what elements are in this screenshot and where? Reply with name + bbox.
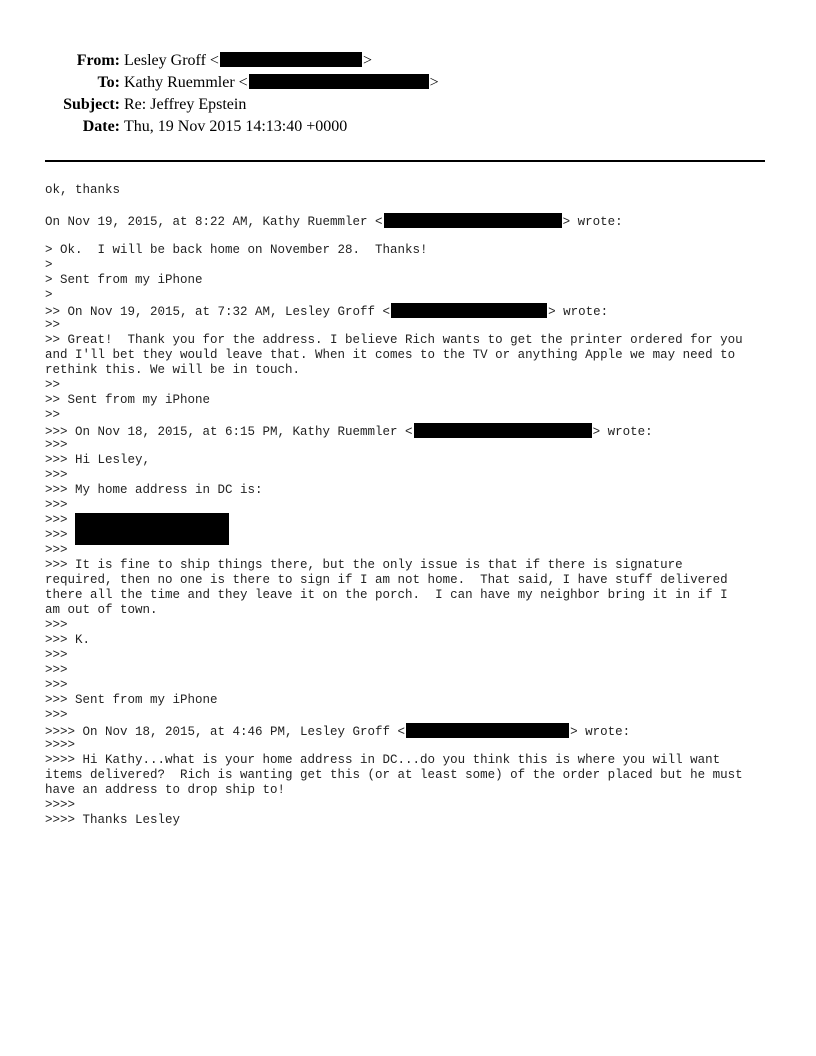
body-line: >>>> <box>45 738 76 752</box>
body-line: >>> Sent from my iPhone <box>45 693 218 707</box>
body-line: required, then no one is there to sign if I am not home. That said, I have stuff delivered <box>45 573 728 587</box>
to-name: Kathy Ruemmler <box>124 74 235 91</box>
from-row <box>0 52 816 74</box>
body-line: >> Sent from my iPhone <box>45 393 211 407</box>
body-line: and I'll bet they would leave that. When it comes to the TV or anything Apple we may need to <box>45 348 736 362</box>
body-line: am out of town. <box>45 603 158 617</box>
body-line: there all the time and they leave it on the porch. I can have my neighbor bring it in if I <box>45 588 728 602</box>
body-line: > Ok. I will be back home on November 28. Thanks! <box>45 243 428 257</box>
body-line: >>>> <box>45 798 76 812</box>
from-email-redaction <box>220 52 362 67</box>
to-label: To: <box>97 74 120 91</box>
body-line: > Sent from my iPhone <box>45 273 203 287</box>
address-line: >>> <box>45 513 780 528</box>
body-line: >>> <box>45 708 68 722</box>
body-line: >>> Hi Lesley, <box>45 453 151 467</box>
body-line <box>45 228 780 243</box>
body-line: >>>> Thanks Lesley <box>45 813 181 827</box>
date-value: Thu, 19 Nov 2015 14:13:40 +0000 <box>124 118 348 135</box>
header-divider <box>45 160 765 162</box>
body-line: >>> <box>45 438 68 452</box>
email-redaction <box>391 303 547 318</box>
body-line: > <box>45 288 53 302</box>
quote-header-line: On Nov 19, 2015, at 8:22 AM, Kathy Ruemmler < > wrote: <box>45 215 623 229</box>
quote-header-line: >>> On Nov 18, 2015, at 6:15 PM, Kathy Ruemmler < > wrote: <box>45 425 653 439</box>
date-label: Date: <box>82 118 120 135</box>
body-line: >>> <box>45 543 68 557</box>
to-email-redaction <box>249 74 429 89</box>
body-line: >>> <box>45 648 68 662</box>
body-line: >> Great! Thank you for the address. I believe Rich wants to get the printer ordered for you <box>45 333 743 347</box>
body-line: rethink this. We will be in touch. <box>45 363 301 377</box>
date-row <box>0 118 816 140</box>
body-line: ok, thanks <box>45 183 121 197</box>
body-line: >>> <box>45 468 68 482</box>
body-line: >>> <box>45 618 68 632</box>
body-line: >>> <box>45 498 68 512</box>
body-line: >>> It is fine to ship things there, but the only issue is that if there is signature <box>45 558 683 572</box>
body-line: > <box>45 258 53 272</box>
body-line: >>> <box>45 678 68 692</box>
subject-value: Re: Jeffrey Epstein <box>124 96 247 113</box>
to-row <box>0 74 816 96</box>
body-line <box>45 198 780 213</box>
quote-header-line: >> On Nov 19, 2015, at 7:32 AM, Lesley Groff < > wrote: <box>45 305 609 319</box>
email-header <box>0 52 816 140</box>
from-label: From: <box>76 52 120 69</box>
email-redaction <box>406 723 569 738</box>
address-line: >>> <box>45 528 68 542</box>
body-line: >>>> Hi Kathy...what is your home address in DC...do you think this is where you will want <box>45 753 721 767</box>
email-redaction <box>414 423 592 438</box>
body-line: >> <box>45 408 61 422</box>
email-body <box>45 183 780 828</box>
body-line: >> <box>45 318 61 332</box>
body-line: >>> K. <box>45 633 91 647</box>
from-name: Lesley Groff <box>124 52 206 69</box>
body-line: have an address to drop ship to! <box>45 783 286 797</box>
quote-header-line: >>>> On Nov 18, 2015, at 4:46 PM, Lesley Groff < > wrote: <box>45 725 631 739</box>
body-line: >>> <box>45 663 68 677</box>
to-value: Kathy Ruemmler < > <box>124 74 439 91</box>
body-line: items delivered? Rich is wanting get this (or at least some) of the order placed but he must <box>45 768 743 782</box>
subject-label: Subject: <box>63 96 120 113</box>
body-line: >> <box>45 378 61 392</box>
body-line: >>> My home address in DC is: <box>45 483 263 497</box>
subject-row <box>0 96 816 118</box>
email-redaction <box>384 213 562 228</box>
from-value: Lesley Groff < > <box>124 52 372 69</box>
